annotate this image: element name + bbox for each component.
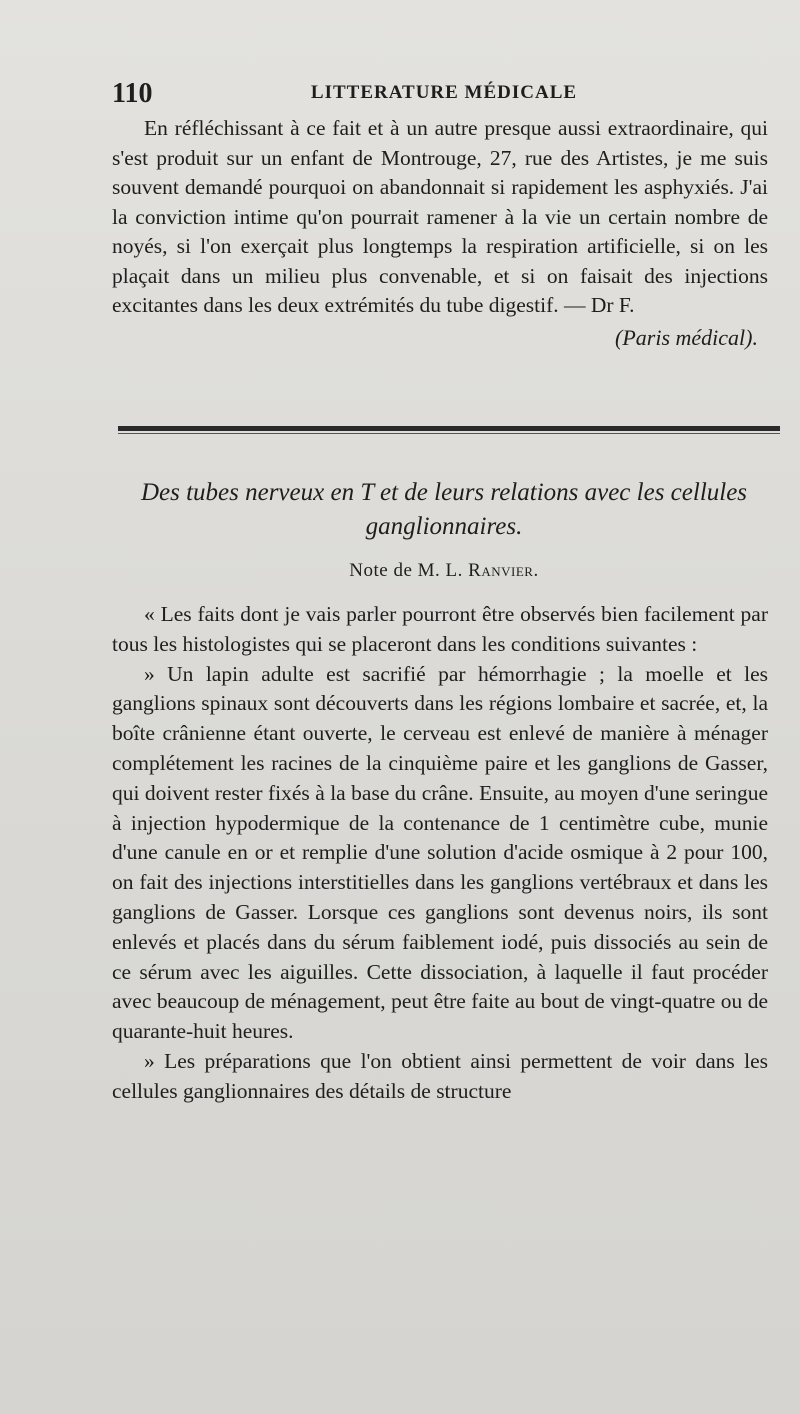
article-paragraph: » Les préparations que l'on obtient ainsi permettent de voir dans les cellules ganglionnaires des détails de structure bbox=[112, 1048, 768, 1103]
page-number: 110 bbox=[112, 78, 153, 109]
article-paragraph: « Les faits dont je vais parler pourront être observés bien facilement par tous les histologistes qui se placeront dans les conditions suivantes : bbox=[112, 602, 768, 656]
section-divider bbox=[118, 426, 780, 431]
running-head: LITTERATURE MÉDICALE bbox=[310, 82, 578, 103]
previous-article-text bbox=[112, 114, 768, 352]
article-title: Des tubes nerveux en T et de leurs relations avec les cellules ganglionnaires. bbox=[140, 479, 748, 540]
byline-author: Ranvier. bbox=[468, 560, 539, 581]
article-body bbox=[112, 600, 768, 1107]
byline-prefix: Note de M. L. bbox=[349, 560, 463, 581]
article-paragraph: » Un lapin adulte est sacrifié par hémorrhagie ; la moelle et les ganglions spinaux sont découverts dans les régions lombaire et sacrée, et, la boîte crânienne étant ouverte, le cerveau est enlevé de manière à ménager complétement les racines de la cinquième paire et les ganglions de Gasser, qui doivent rester fixés à la base du crâne. Ensuite, au moyen d'une seringue à injection hypodermique de la contenance de 1 centimètre cube, munie d'une canule en or et remplie d'une solution d'acide osmique à 2 pour 100, on fait des injections interstitielles dans les ganglions vertébraux et dans les ganglions de Gasser. Lorsque ces ganglions sont devenus noirs, ils sont enlevés et placés dans du sérum faiblement iodé, puis dissociés au sein de ce sérum avec les aiguilles. Cette dissociation, à laquelle il faut procéder avec beaucoup de ménagement, peut être faite au bout de vingt-quatre ou de quarante-huit heures. bbox=[112, 661, 768, 1044]
article-byline bbox=[112, 560, 776, 582]
previous-article-paragraph: En réfléchissant à ce fait et à un autre presque aussi extraordinaire, qui s'est produit sur un enfant de Montrouge, 27, rue des Artistes, je me suis souvent demandé pourquoi on abandonnait si rapidement les asphyxiés. J'ai la conviction intime qu'on pourrait ramener à la vie un certain nombre de noyés, si l'on exerçait plus longtemps la respiration artificielle, si on les plaçait dans un milieu plus convenable, et si on faisait des injections excitantes dans les deux extrémités du tube digestif. — Dr F. bbox=[112, 116, 768, 317]
page-header bbox=[112, 78, 776, 108]
source-citation: (Paris médical). bbox=[615, 324, 758, 350]
